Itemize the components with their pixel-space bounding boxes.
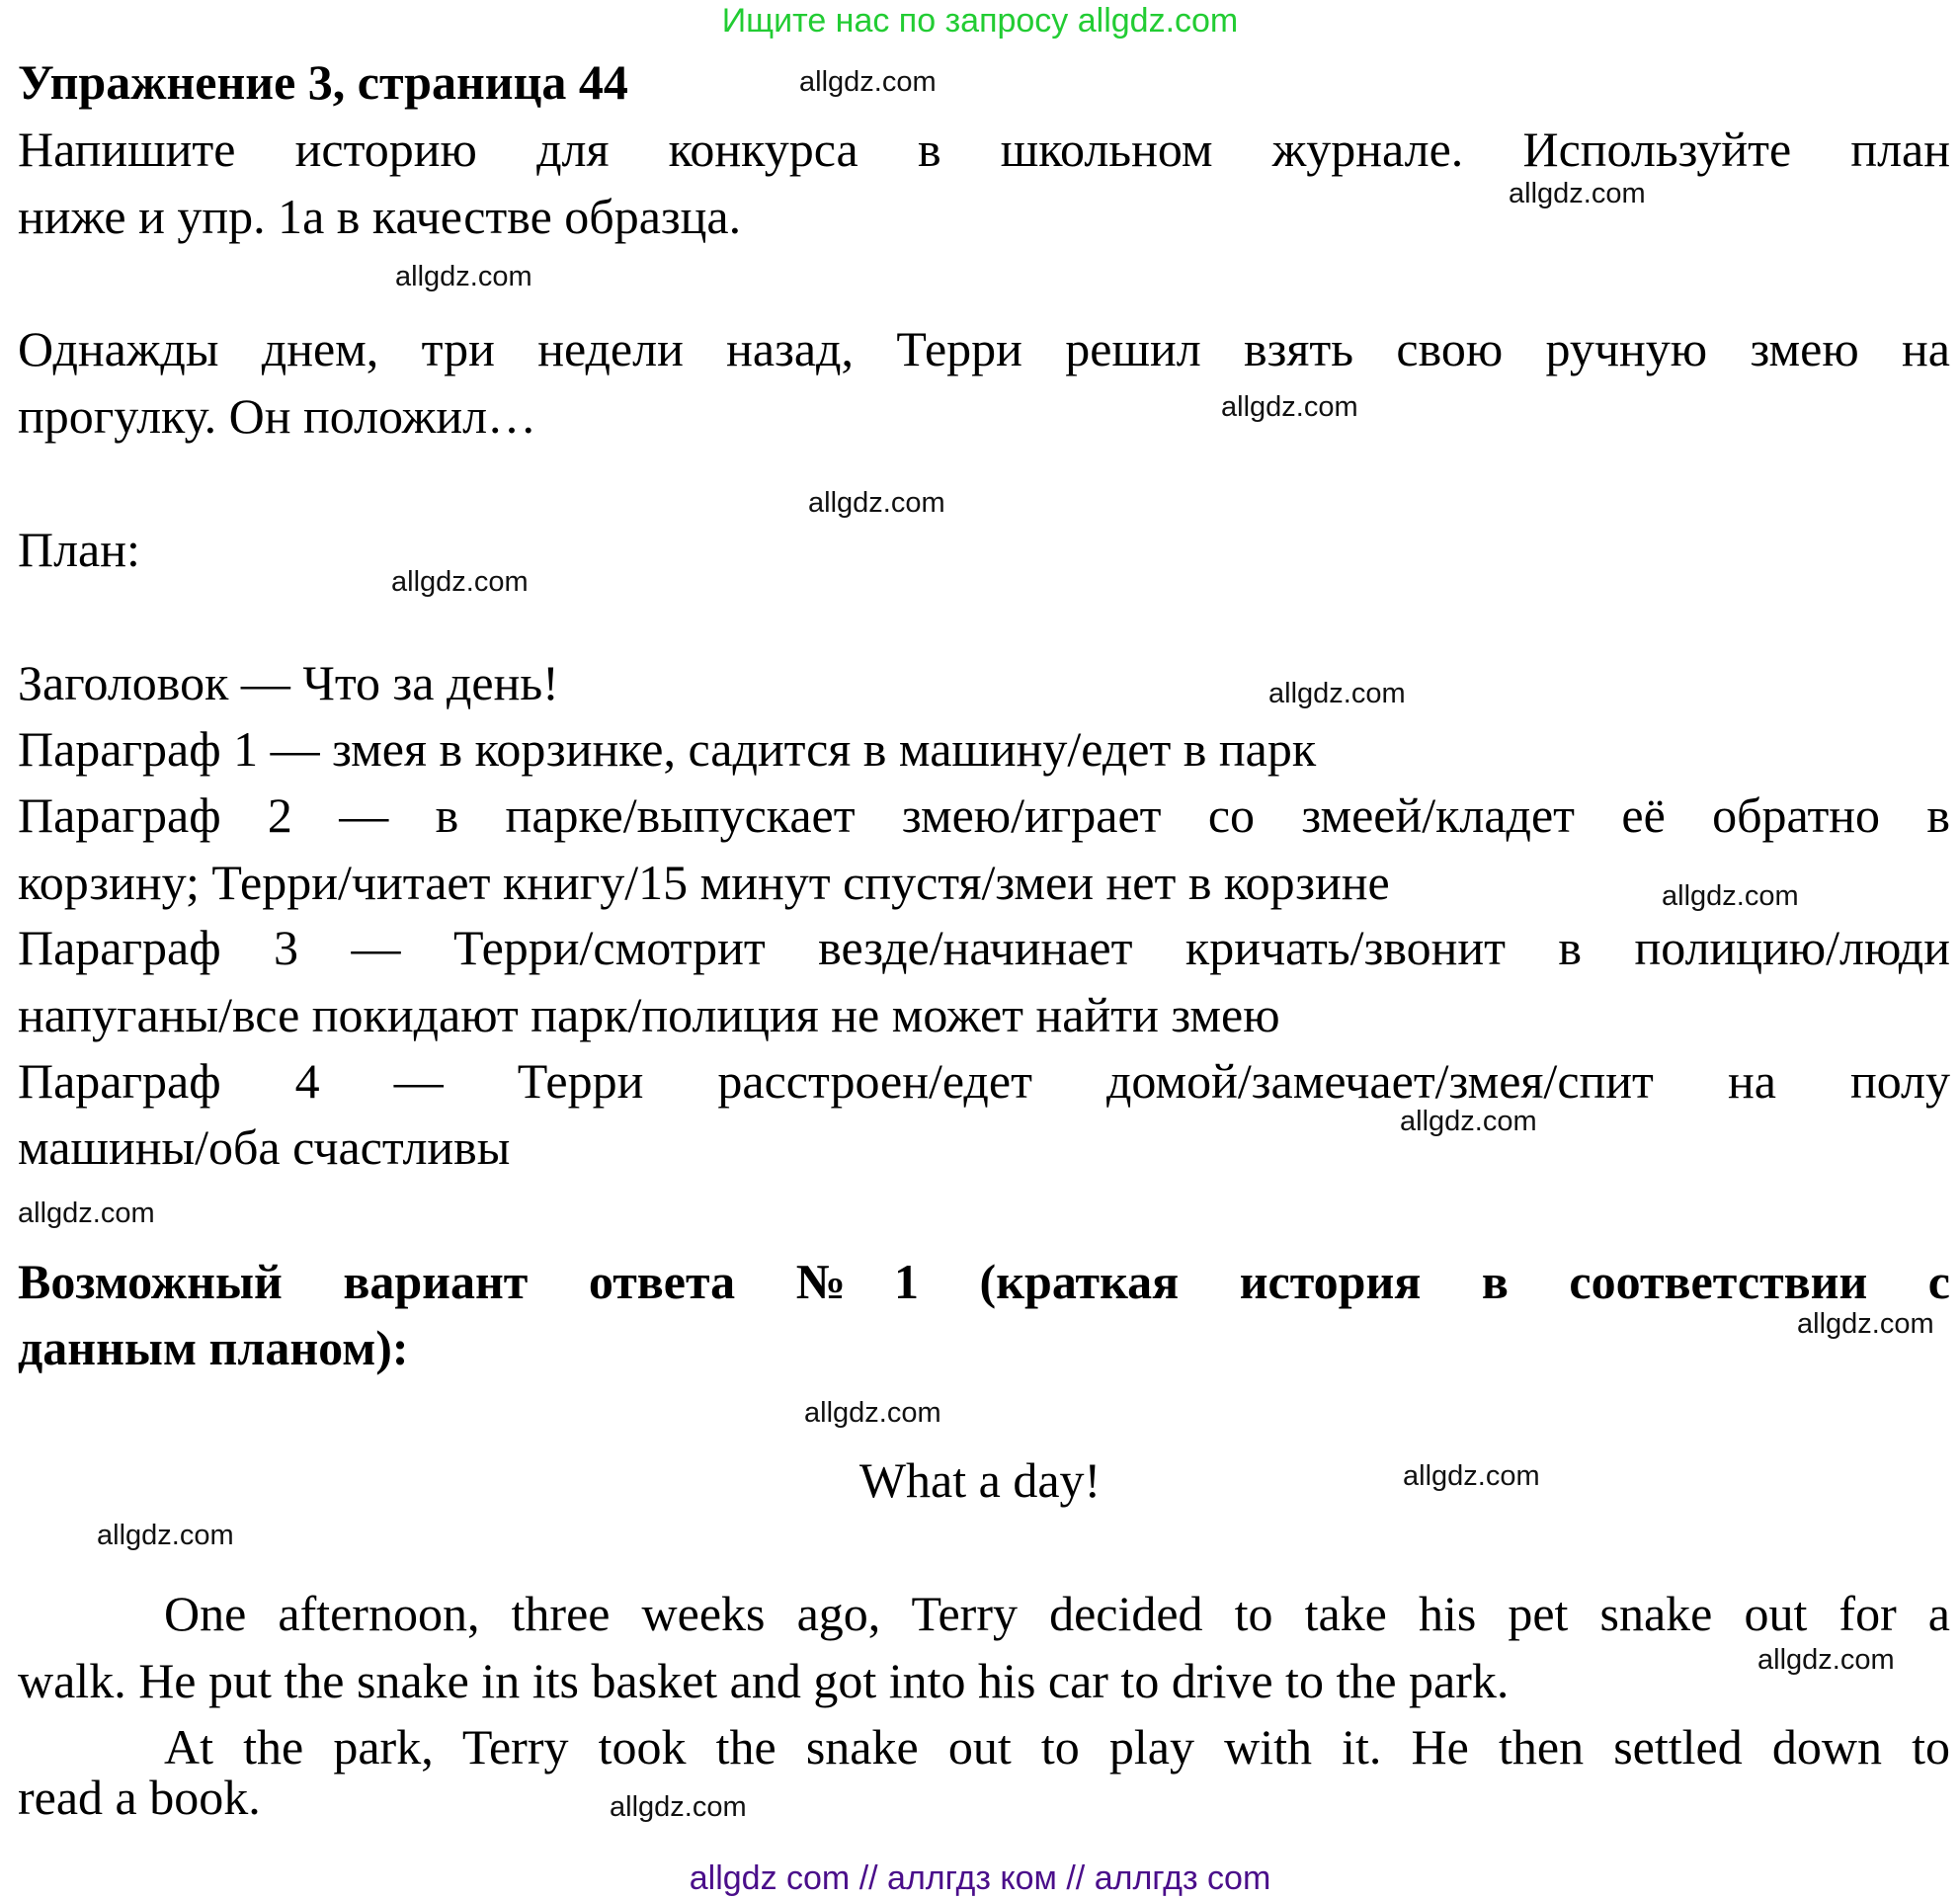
task-line-2: ниже и упр. 1а в качестве образца. bbox=[18, 189, 742, 244]
plan-paragraph-3-line-1: Параграф 3 — Терри/смотрит везде/начинает кричать/звонит в полицию/люди bbox=[18, 920, 1950, 975]
plan-paragraph-3-line-2: напуганы/все покидают парк/полиция не может найти змею bbox=[18, 987, 1280, 1042]
watermark: allgdz.com bbox=[610, 1791, 747, 1823]
story-paragraph-1-line-2: walk. He put the snake in its basket and got into his car to drive to the park. bbox=[18, 1653, 1510, 1708]
watermark: allgdz.com bbox=[391, 566, 529, 598]
watermark: allgdz.com bbox=[1509, 178, 1646, 209]
promo-banner[interactable]: Ищите нас по запросу allgdz.com bbox=[721, 2, 1239, 40]
plan-title-line: Заголовок — Что за день! bbox=[18, 655, 559, 710]
story-start-line-1: Однажды днем, три недели назад, Терри решил взять свою ручную змею на bbox=[18, 321, 1950, 376]
watermark: allgdz.com bbox=[1221, 391, 1358, 423]
plan-paragraph-4-line-1: Параграф 4 — Терри расстроен/едет домой/замечает/змея/спит на полу bbox=[18, 1053, 1950, 1109]
story-title: What a day! bbox=[858, 1452, 1102, 1508]
story-paragraph-1-line-1: One afternoon, three weeks ago, Terry decided to take his pet snake out for a bbox=[164, 1586, 1950, 1641]
task-line-1: Напишите историю для конкурса в школьном журнале. Используйте план bbox=[18, 122, 1950, 177]
plan-paragraph-1: Параграф 1 — змея в корзинке, садится в машину/едет в парк bbox=[18, 721, 1317, 777]
watermark: allgdz.com bbox=[799, 66, 937, 98]
story-paragraph-2-line-2: read a book. bbox=[18, 1770, 261, 1825]
watermark: allgdz.com bbox=[1400, 1106, 1537, 1137]
plan-paragraph-2-line-1: Параграф 2 — в парке/выпускает змею/играет со змеей/кладет её обратно в bbox=[18, 787, 1950, 843]
exercise-heading: Упражнение 3, страница 44 bbox=[18, 54, 628, 110]
plan-label: План: bbox=[18, 522, 140, 577]
footer-links[interactable]: allgdz com // аллгдз ком // аллгдз com bbox=[689, 1859, 1271, 1897]
watermark: allgdz.com bbox=[395, 261, 532, 292]
watermark: allgdz.com bbox=[808, 487, 945, 519]
watermark: allgdz.com bbox=[1797, 1308, 1934, 1340]
watermark: allgdz.com bbox=[1268, 678, 1406, 709]
watermark: allgdz.com bbox=[804, 1397, 941, 1429]
plan-paragraph-2-line-2: корзину; Терри/читает книгу/15 минут спустя/змеи нет в корзине bbox=[18, 855, 1390, 910]
watermark: allgdz.com bbox=[1662, 880, 1799, 912]
watermark: allgdz.com bbox=[18, 1197, 155, 1229]
answer-heading-line-1: Возможный вариант ответа №1 (краткая история в соответствии с bbox=[18, 1254, 1950, 1309]
story-start-line-2: прогулку. Он положил… bbox=[18, 388, 537, 444]
watermark: allgdz.com bbox=[97, 1520, 234, 1551]
story-paragraph-2-line-1: At the park, Terry took the snake out to play with it. He then settled down to bbox=[164, 1719, 1950, 1775]
watermark: allgdz.com bbox=[1757, 1644, 1895, 1676]
watermark: allgdz.com bbox=[1403, 1460, 1540, 1492]
plan-paragraph-4-line-2: машины/оба счастливы bbox=[18, 1119, 511, 1175]
answer-heading-line-2: данным планом): bbox=[18, 1320, 409, 1375]
